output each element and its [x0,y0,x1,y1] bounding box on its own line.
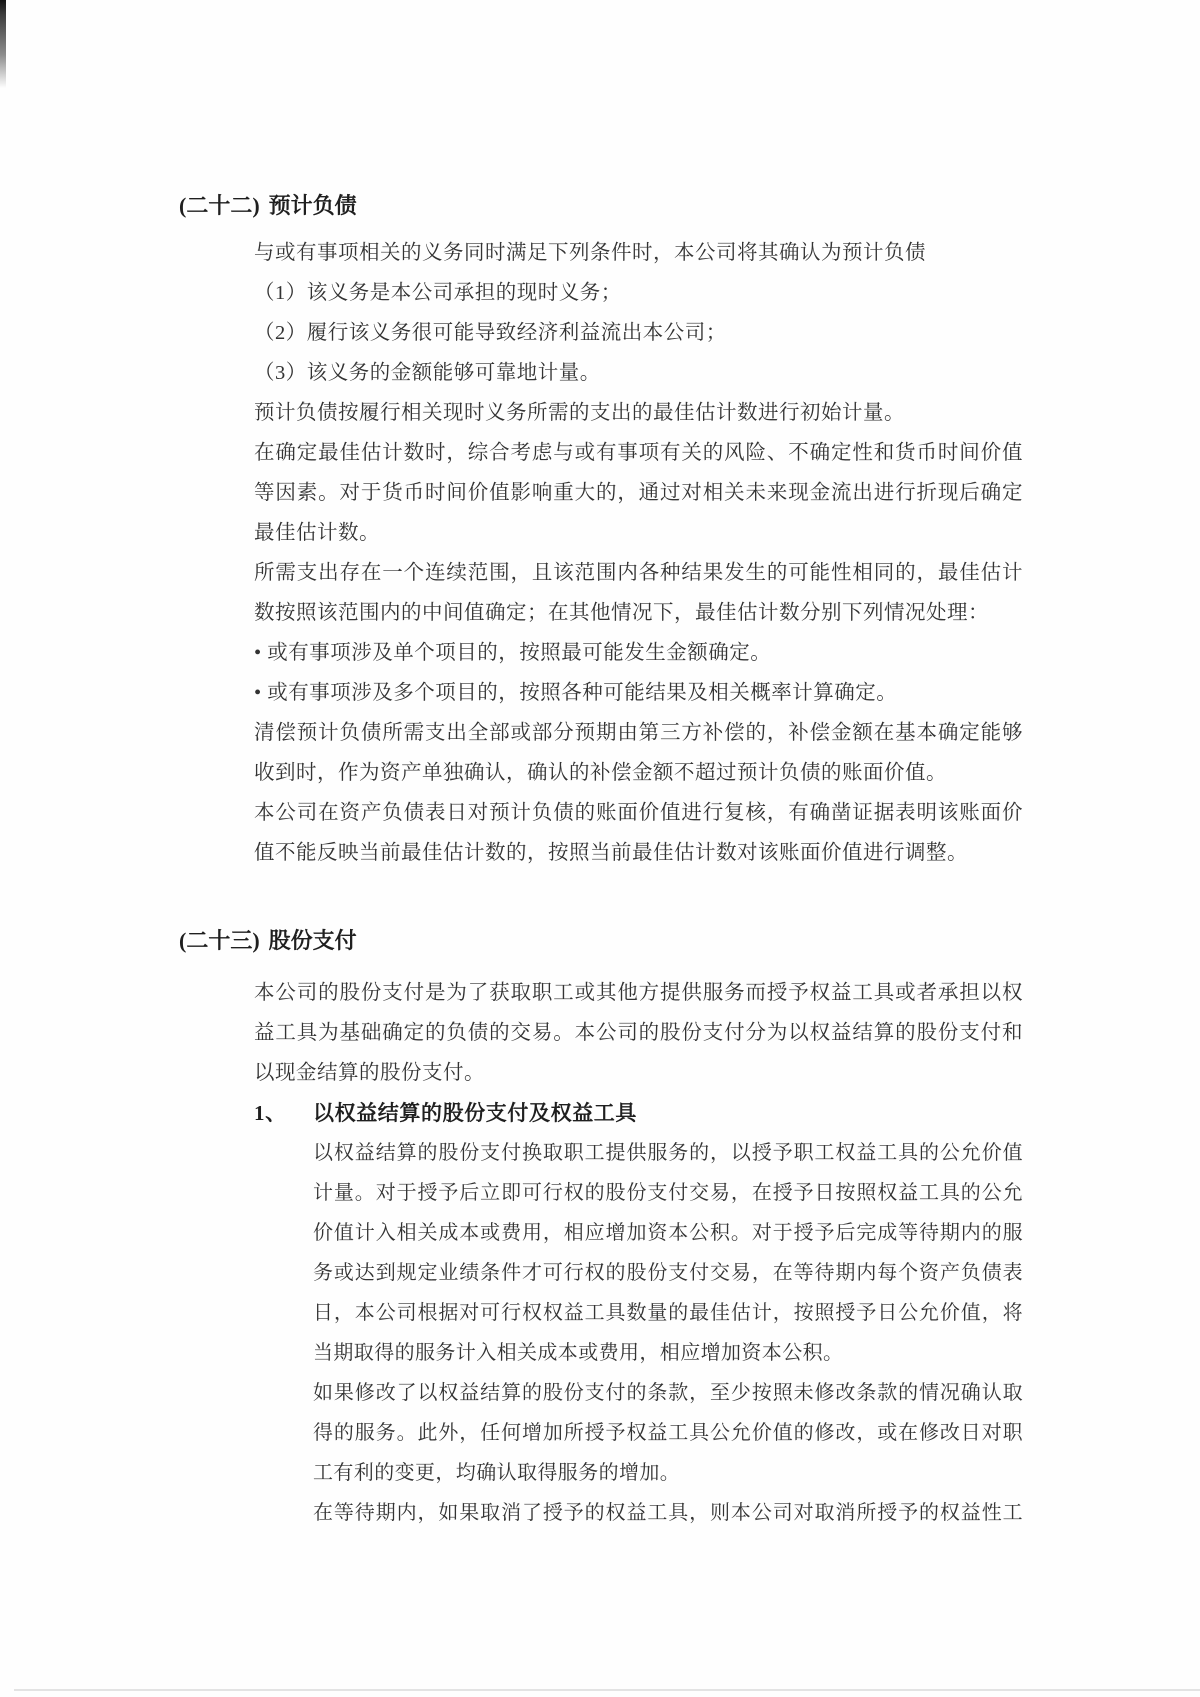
subsection-heading [254,1093,1023,1133]
section-股份支付 [0,921,1200,1533]
body-line: 所需支出存在一个连续范围，且该范围内各种结果发生的可能性相同的，最佳估计 [254,562,1023,584]
subsection-body-line: 工有利的变更，均确认取得服务的增加。 [313,1462,681,1484]
body-line: 本公司在资产负债表日对预计负债的账面价值进行复核，有确凿证据表明该账面价 [254,802,1023,824]
body-line: （1）该义务是本公司承担的现时义务； [254,282,622,304]
body-line: 最佳估计数。 [254,522,380,544]
subsection-body-line: 如果修改了以权益结算的股份支付的条款，至少按照未修改条款的情况确认取 [313,1382,1023,1404]
subsection-body-line: 当期取得的服务计入相关成本或费用，相应增加资本公积。 [313,1342,844,1364]
body-line: 在确定最佳估计数时，综合考虑与或有事项有关的风险、不确定性和货币时间价值 [254,442,1023,464]
body-line: （3）该义务的金额能够可靠地计量。 [254,362,601,384]
subsection-body-line: 计量。对于授予后立即可行权的股份支付交易，在授予日按照权益工具的公允 [313,1182,1023,1204]
body-line: • 或有事项涉及多个项目的，按照各种可能结果及相关概率计算确定。 [254,682,898,704]
subsection-title: 以权益结算的股份支付及权益工具 [313,1101,637,1125]
subsection-body-line: 以权益结算的股份支付换取职工提供服务的，以授予职工权益工具的公允价值 [313,1142,1023,1164]
body-line: （2）履行该义务很可能导致经济利益流出本公司； [254,322,727,344]
body-line: 与或有事项相关的义务同时满足下列条件时，本公司将其确认为预计负债 [254,242,926,264]
body-line: • 或有事项涉及单个项目的，按照最可能发生金额确定。 [254,642,772,664]
subsection-body-line: 务或达到规定业绩条件才可行权的股份支付交易，在等待期内每个资产负债表 [313,1262,1023,1284]
body-line: 数按照该范围内的中间值确定；在其他情况下，最佳估计数分别下列情况处理： [254,602,989,624]
section-heading [179,186,1200,226]
body-line: 清偿预计负债所需支出全部或部分预期由第三方补偿的，补偿金额在基本确定能够 [254,722,1023,744]
subsection-body-line: 日，本公司根据对可行权权益工具数量的最佳估计，按照授予日公允价值，将 [313,1302,1023,1324]
scan-corner-artifact [0,0,6,88]
body-line: 以现金结算的股份支付。 [254,1062,485,1084]
body-line: 值不能反映当前最佳估计数的，按照当前最佳估计数对该账面价值进行调整。 [254,842,968,864]
body-line: 本公司的股份支付是为了获取职工或其他方提供服务而授予权益工具或者承担以权 [254,982,1023,1004]
section-预计负债 [0,186,1200,873]
subsection-body-line: 在等待期内，如果取消了授予的权益工具，则本公司对取消所授予的权益性工 [313,1502,1023,1524]
section-title: 预计负债 [268,193,357,218]
body-line: 等因素。对于货币时间价值影响重大的，通过对相关未来现金流出进行折现后确定 [254,482,1023,504]
body-line: 收到时，作为资产单独确认，确认的补偿金额不超过预计负债的账面价值。 [254,762,947,784]
page-bottom-edge [14,1689,1200,1691]
subsection-number: 1、 [254,1101,287,1125]
body-line: 预计负债按履行相关现时义务所需的支出的最佳估计数进行初始计量。 [254,402,905,424]
document-content [0,186,1200,1533]
subsection-body-line: 得的服务。此外，任何增加所授予权益工具公允价值的修改，或在修改日对职 [313,1422,1023,1444]
section-title: 股份支付 [268,928,357,953]
section-number: (二十二) [179,193,260,218]
subsection-body-line: 价值计入相关成本或费用，相应增加资本公积。对于授予后完成等待期内的服 [313,1222,1023,1244]
body-line: 益工具为基础确定的负债的交易。本公司的股份支付分为以权益结算的股份支付和 [254,1022,1023,1044]
section-number: (二十三) [179,928,260,953]
section-heading [179,921,1200,961]
